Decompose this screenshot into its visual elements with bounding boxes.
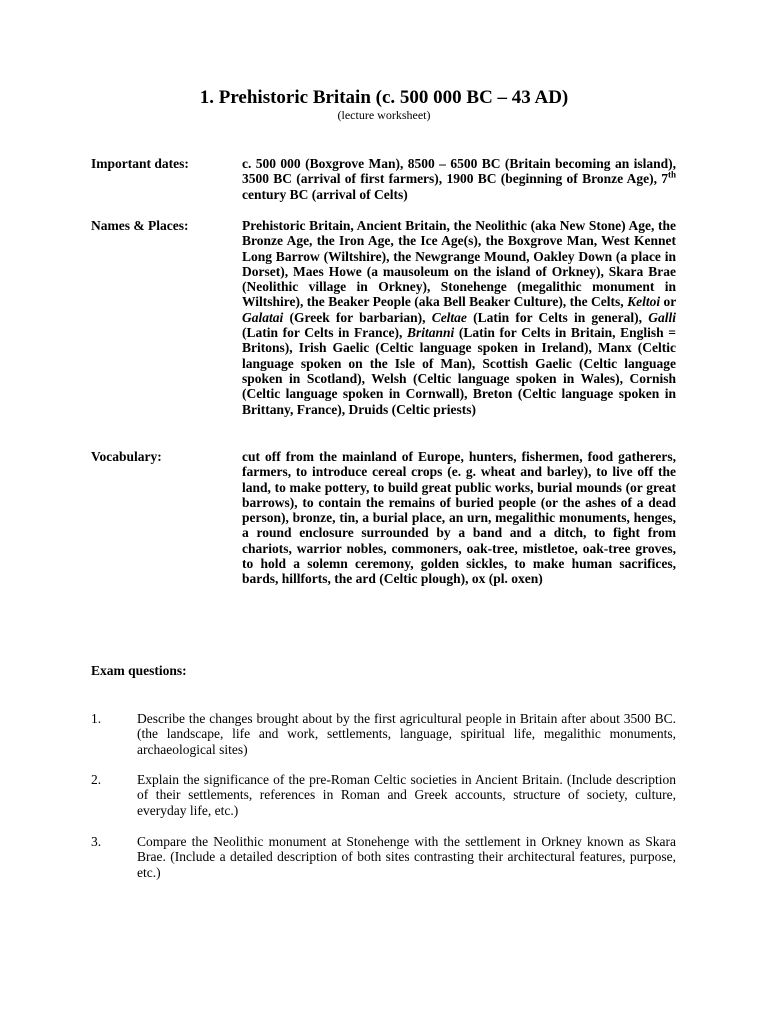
question-text: Describe the changes brought about by the first agricultural people in Britain after about 3500 BC. (the landscape, life and work, settlements, language, spiritual life, megalithic monuments, archaeological sites) <box>137 711 676 757</box>
names-text-part: (Latin for Celts in France), <box>242 325 407 341</box>
dates-superscript: th <box>667 169 676 180</box>
dates-text-part: c. 500 000 (Boxgrove Man), 8500 – 6500 BC (Britain becoming an island), 3500 BC (arrival of first farmers), 1900 BC (beginning of Bronze Age), 7 <box>242 156 676 187</box>
dates-text-part: century BC (arrival of Celts) <box>242 186 408 202</box>
page-subtitle: (lecture worksheet) <box>337 108 431 122</box>
exam-questions-heading: Exam questions: <box>91 663 187 678</box>
question-number: 1. <box>91 711 102 726</box>
names-places-text <box>242 218 676 417</box>
names-text-part: (Latin for Celts in general), <box>466 309 649 325</box>
names-text-part: (Latin for Celts in Britain, English = Britons), Irish Gaelic (Celtic language spoken in Ireland), Manx (Celtic language spoken on the Isle of Man), Scottish Gaelic (Celtic language spoken in Scotland), Welsh (Celtic language spoken in Wales), Cornish (Celtic language spoken in Cornwall), Breton (Celtic language spoken in Brittany, France), Druids (Celtic priests) <box>242 325 676 417</box>
question-number: 2. <box>91 772 102 787</box>
names-italic-term: Galatai <box>242 309 284 325</box>
important-dates-label: Important dates: <box>91 156 189 171</box>
question-text: Explain the significance of the pre-Roman Celtic societies in Ancient Britain. (Include description of their settlements, references in Roman and Greek accounts, structure of society, culture, everyday life, etc.) <box>137 772 676 818</box>
important-dates-text <box>242 156 676 202</box>
names-text-part: Prehistoric Britain, Ancient Britain, the Neolithic (aka New Stone) Age, the Bronze Age, the Iron Age, the Ice Age(s), the Boxgrove Man, West Kennet Long Barrow (Wiltshire), the Newgrange Mound, Oakley Down (a place in Dorset), Maes Howe (a mausoleum on the island of Orkney), Skara Brae (Neolithic village in Orkney), Stonehenge (megalithic monument in Wiltshire), the Beaker People (aka Bell Beaker Culture), the Celts, <box>242 218 676 310</box>
names-italic-term: Galli <box>648 309 677 325</box>
names-italic-term: Celtae <box>431 309 467 325</box>
question-text: Compare the Neolithic monument at Stonehenge with the settlement in Orkney known as Skara Brae. (Include a detailed description of both sites contrasting their architectural features, purpose, etc.) <box>137 834 676 880</box>
names-text-part: or <box>660 294 676 310</box>
names-italic-term: Britanni <box>406 325 455 341</box>
names-text-part: (Greek for barbarian), <box>283 309 432 325</box>
page-title: 1. Prehistoric Britain (c. 500 000 BC – 43 AD) <box>199 87 569 108</box>
vocabulary-text: cut off from the mainland of Europe, hunters, fishermen, food gatherers, farmers, to introduce cereal crops (e. g. wheat and barley), to live off the land, to make pottery, to build great public works, burial mounds (or great barrows), to contain the remains of buried people (or the ashes of a dead person), bronze, tin, a burial place, an urn, megalithic monuments, henges, a round enclosure surrounded by a band and a ditch, to fight from chariots, warrior nobles, commoners, oak-tree, mistletoe, oak-tree groves, to hold a solemn ceremony, golden sickles, to make human sacrifices, bards, hillforts, the ard (Celtic plough), ox (pl. oxen) <box>242 449 676 587</box>
vocabulary-label: Vocabulary: <box>91 449 162 464</box>
names-italic-term: Keltoi <box>627 294 661 310</box>
question-number: 3. <box>91 834 102 849</box>
names-places-label: Names & Places: <box>91 218 189 233</box>
